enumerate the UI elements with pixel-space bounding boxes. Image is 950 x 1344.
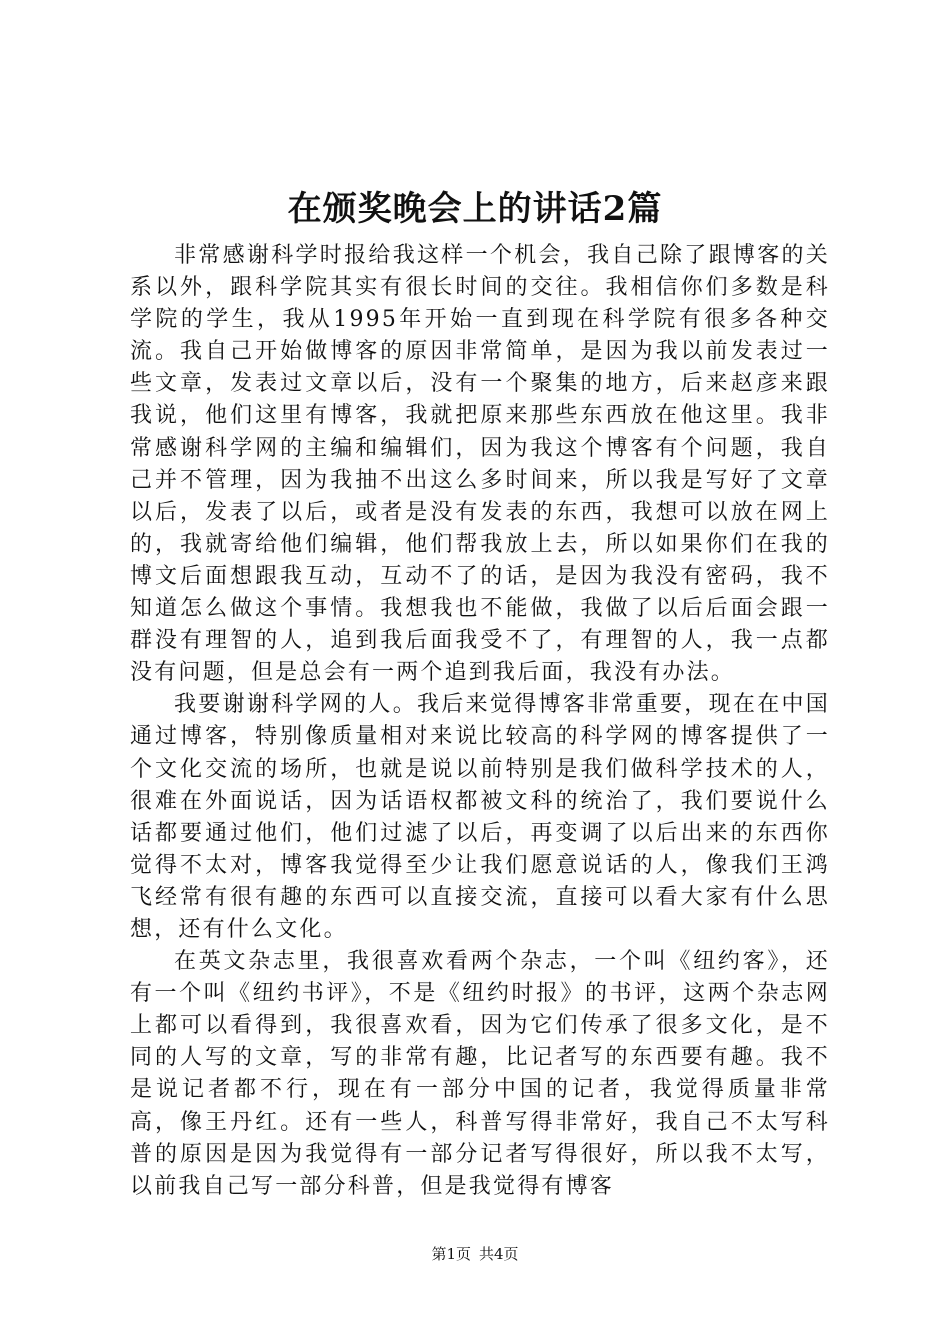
document-body (130, 240, 830, 1203)
document-title: 在颁奖晚会上的讲话2篇 (287, 189, 663, 229)
page-number: 第1页 (431, 1245, 471, 1263)
paragraph-1: 非常感谢科学时报给我这样一个机会，我自己除了跟博客的关系以外，跟科学院其实有很长时间的交往。我相信你们多数是科学院的学生，我从1995年开始一直到现在科学院有很多各种交流。我自己开始做博客的原因非常简单，是因为我以前发表过一些文章，发表过文章以后，没有一个聚集的地方，后来赵彦来跟我说，他们这里有博客，我就把原来那些东西放在他这里。我非常感谢科学网的主编和编辑们，因为我这个博客有个问题，我自己并不管理，因为我抽不出这么多时间来，所以我是写好了文章以后，发表了以后，或者是没有发表的东西，我想可以放在网上的，我就寄给他们编辑，他们帮我放上去，所以如果你们在我的博文后面想跟我互动，互动不了的话，是因为我没有密码，我不知道怎么做这个事情。我想我也不能做，我做了以后后面会跟一群没有理智的人，追到我后面我受不了，有理智的人，我一点都没有问题，但是总会有一两个追到我后面，我没有办法。 (130, 243, 830, 686)
page-footer (0, 1244, 950, 1264)
page-total: 共4页 (479, 1245, 519, 1263)
paragraph-3: 在英文杂志里，我很喜欢看两个杂志，一个叫《纽约客》，还有一个叫《纽约书评》，不是《纽约时报》的书评，这两个杂志网上都可以看得到，我很喜欢看，因为它们传承了很多文化，是不同的人写的文章，写的非常有趣，比记者写的东西要有趣。我不是说记者都不行，现在有一部分中国的记者，我觉得质量非常高，像王丹红。还有一些人，科普写得非常好，我自己不太写科普的原因是因为我觉得有一部分记者写得很好，所以我不太写，以前我自己写一部分科普，但是我觉得有博客 (130, 949, 830, 1199)
paragraph-2: 我要谢谢科学网的人。我后来觉得博客非常重要，现在在中国通过博客，特别像质量相对来说比较高的科学网的博客提供了一个文化交流的场所，也就是说以前特别是我们做科学技术的人，很难在外面说话，因为话语权都被文科的统治了，我们要说什么话都要通过他们，他们过滤了以后，再变调了以后出来的东西你觉得不太对，博客我觉得至少让我们愿意说话的人，像我们王鸿飞经常有很有趣的东西可以直接交流，直接可以看大家有什么思想，还有什么文化。 (130, 692, 830, 942)
